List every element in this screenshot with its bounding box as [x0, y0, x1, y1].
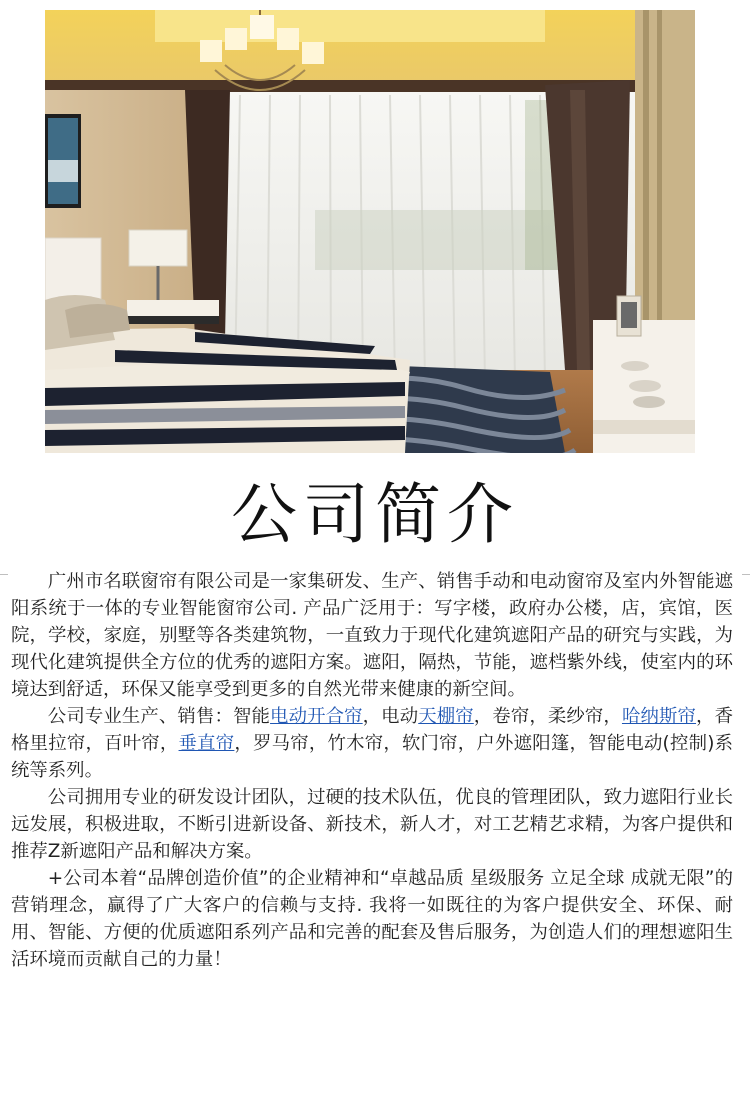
- paragraph-overview: 广州市名联窗帘有限公司是一家集研发、生产、销售手动和电动窗帘及室内外智能遮阳系统于一体的专业智能窗帘公司. 产品广泛用于：写字楼，政府办公楼，店，宾馆，医院，学校，家庭，别墅等各类建筑物，一直致力于现代化建筑遮阳产品的研究与实践，为现代化建筑提供全方位的优秀的遮阳方案。遮阳，隔热，节能，遮档紫外线，使室内的环境达到舒适，环保又能享受到更多的自然光带来健康的新空间。: [11, 571, 733, 700]
- bedroom-illustration: [45, 10, 695, 453]
- company-introduction: [11, 568, 733, 973]
- text-segment: ，电动: [362, 706, 419, 727]
- bedroom-photo: [45, 10, 695, 453]
- text-segment: 公司专业生产、销售：智能: [47, 706, 271, 727]
- paragraph-philosophy: +公司本着“品牌创造价值”的企业精神和“卓越品质 星级服务 立足全球 成就无限”的营销理念，赢得了广大客户的信赖与支持. 我将一如既往的为客户提供安全、环保、耐用、智能、方便的优质遮阳系列产品和完善的配套及售后服务，为创造人们的理想遮阳生活环境而贡献自己的力量！: [11, 868, 733, 970]
- text-segment: ，罗马帘，竹木帘，软门帘，户外遮阳篷，智能电动(控制)系统等系列。: [11, 733, 733, 781]
- link-hanas-curtain[interactable]: 哈纳斯帘: [621, 706, 697, 727]
- link-ceiling-curtain[interactable]: 天棚帘: [418, 706, 474, 727]
- link-vertical-blind[interactable]: 垂直帘: [178, 733, 235, 754]
- link-electric-curtain[interactable]: 电动开合帘: [270, 706, 363, 727]
- paragraph-products: [11, 703, 733, 784]
- page-title: 公司简介: [231, 476, 519, 553]
- margin-mark-right: [742, 574, 750, 575]
- paragraph-team: 公司拥用专业的研发设计团队，过硬的技术队伍，优良的管理团队，致力遮阳行业长远发展，积极进取，不断引进新设备、新技术，新人才，对工艺精艺求精，为客户提供和推荐Z新遮阳产品和解决方案。: [11, 787, 733, 862]
- text-segment: ，卷帘，柔纱帘，: [473, 706, 622, 727]
- text-segment: ，香格里拉帘，百叶帘，: [11, 706, 733, 754]
- margin-mark-left: [0, 574, 8, 575]
